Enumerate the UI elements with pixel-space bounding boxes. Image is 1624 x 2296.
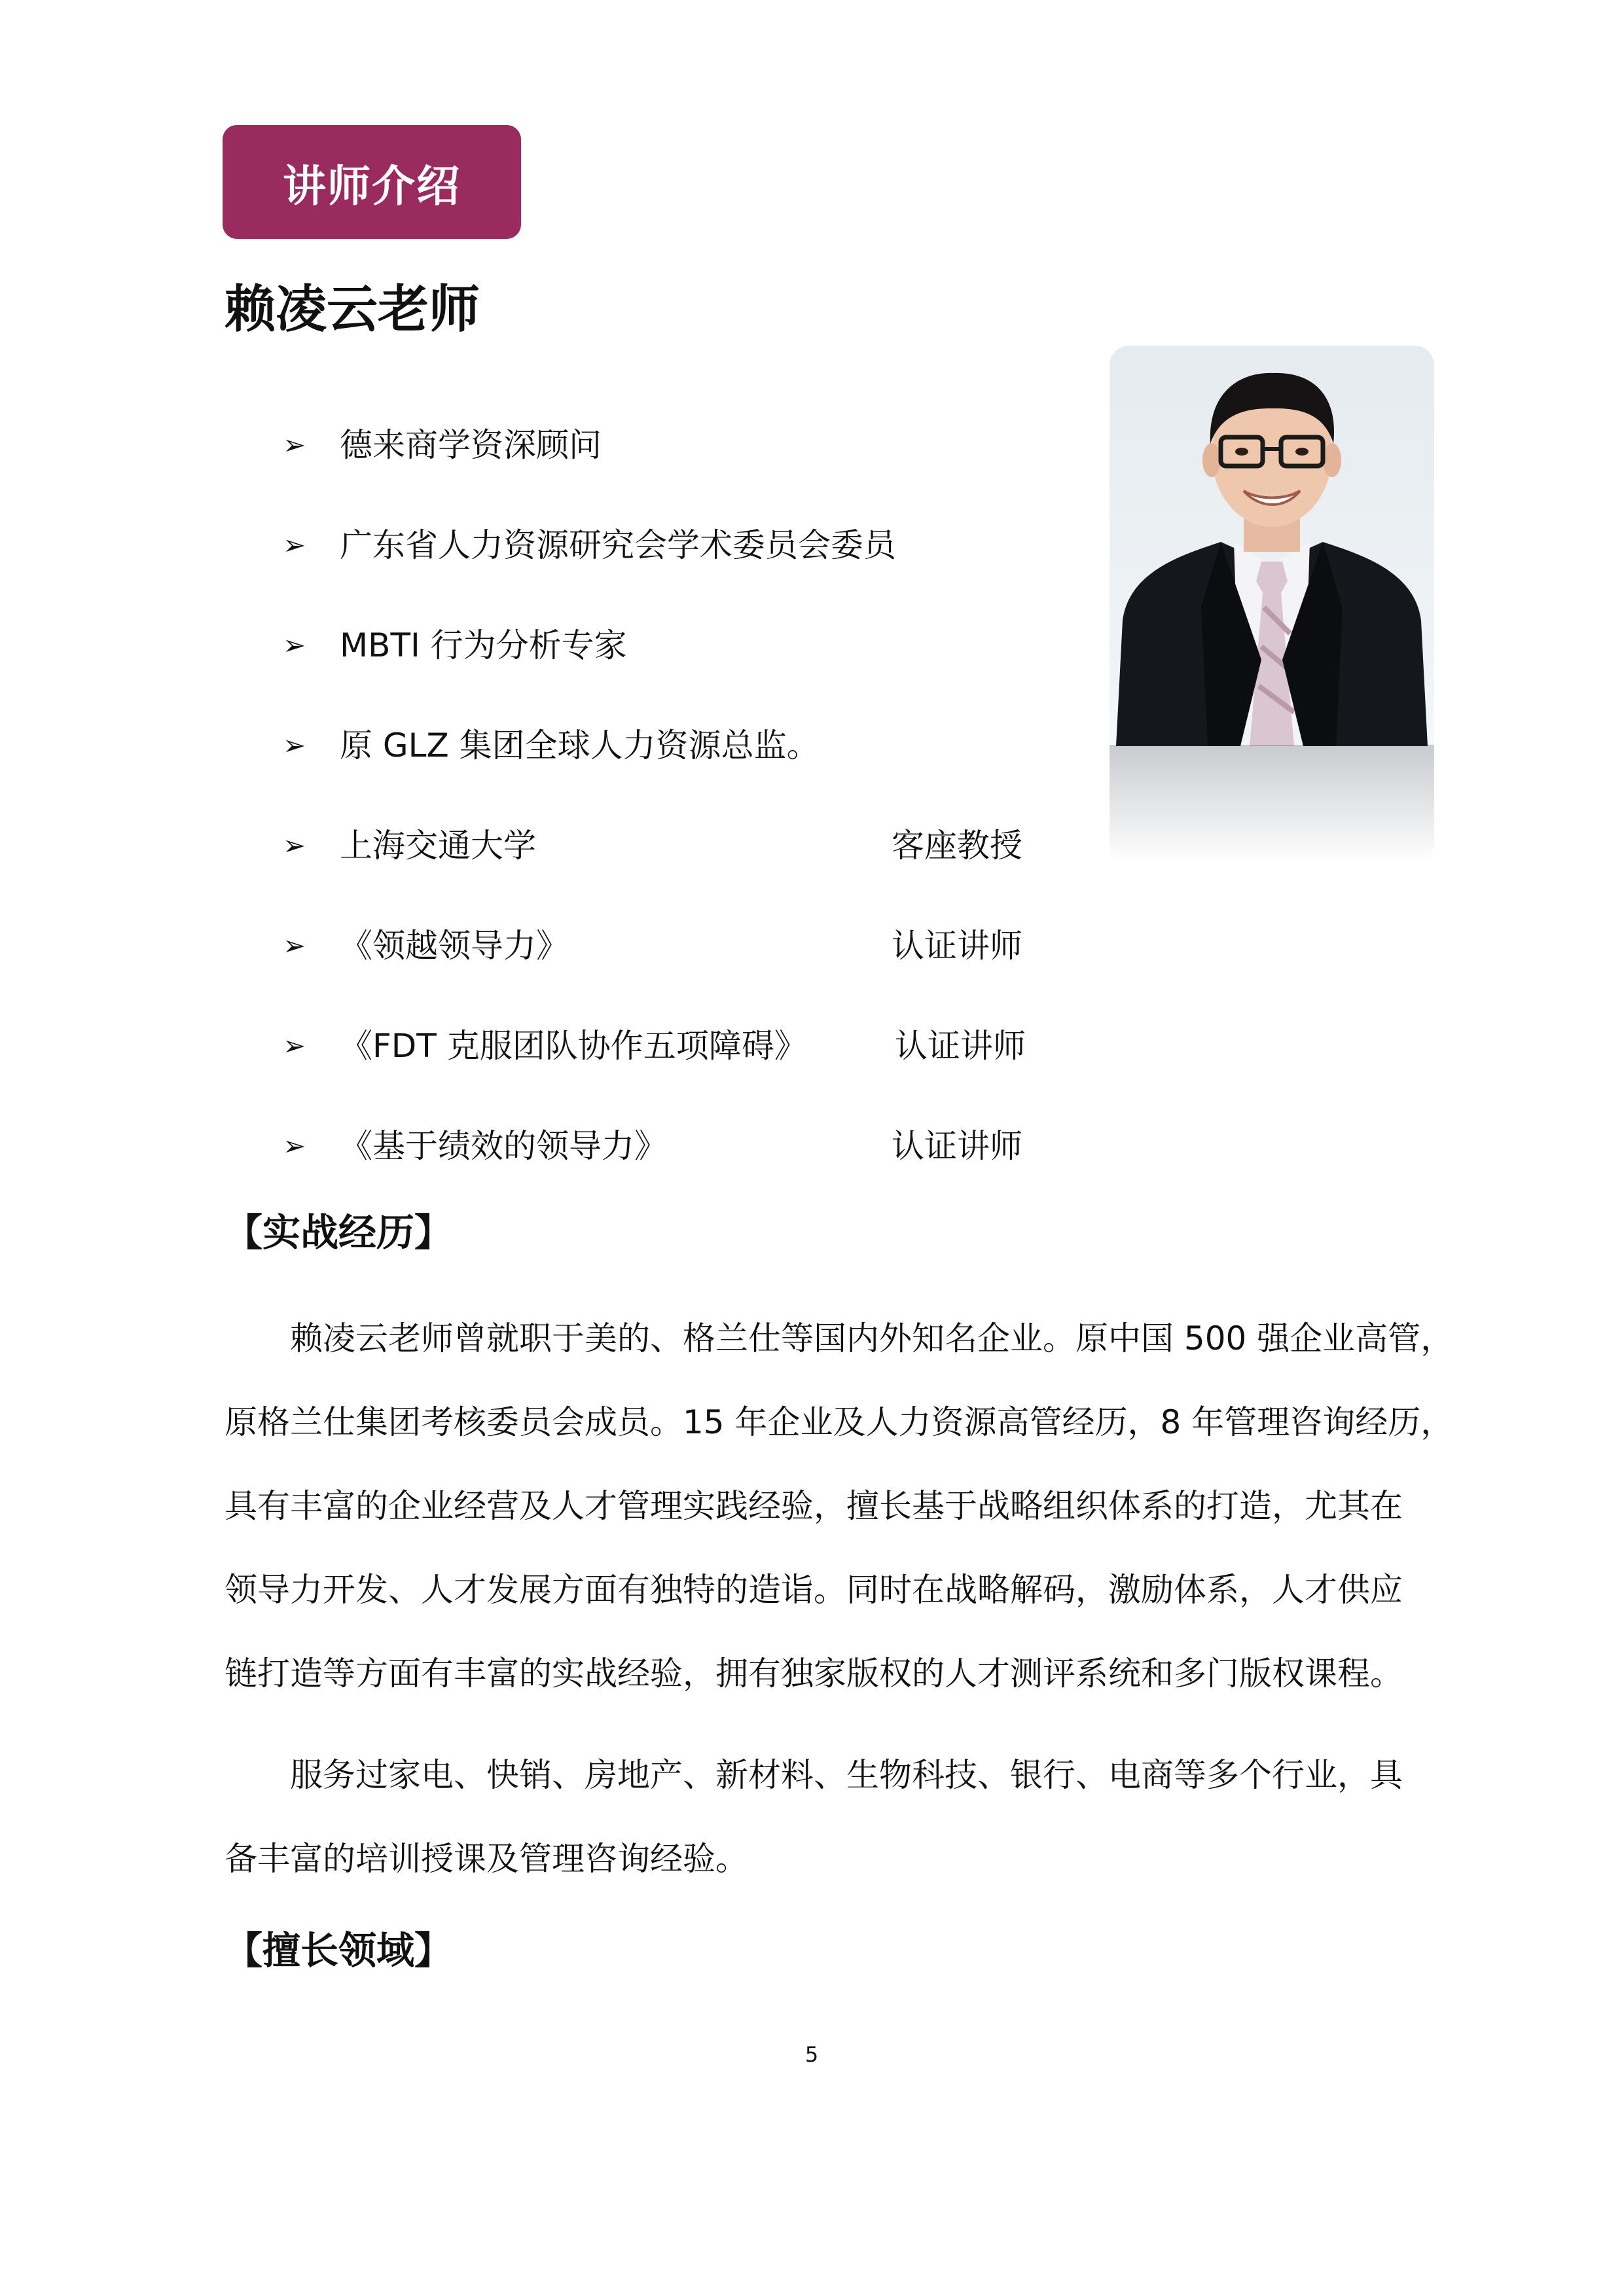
- paragraph-line: 原格兰仕集团考核委员会成员。15 年企业及人力资源高管经历，8 年管理咨询经历，: [225, 1403, 1454, 1441]
- paragraph-line: 服务过家电、快销、房地产、新材料、生物科技、银行、电商等多个行业，具: [290, 1756, 1403, 1794]
- credential-role: 认证讲师: [892, 1127, 1022, 1165]
- credential-role: 客座教授: [892, 827, 1022, 865]
- teacher-name: 赖凌云老师: [225, 280, 480, 339]
- credential-text: MBTI 行为分析专家: [340, 626, 627, 664]
- paragraph-line: 备丰富的培训授课及管理咨询经验。: [225, 1840, 748, 1878]
- list-item: [283, 723, 1134, 768]
- arrow-bullet-icon: ➢: [283, 729, 306, 761]
- paragraph-line: 具有丰富的企业经营及人才管理实践经验，擅长基于战略组织体系的打造，尤其在: [225, 1487, 1403, 1525]
- paragraph-line: 领导力开发、人才发展方面有独特的造诣。同时在战略解码，激励体系，人才供应: [225, 1571, 1403, 1609]
- list-item: [283, 422, 1134, 468]
- credential-text: 上海交通大学: [340, 827, 536, 865]
- arrow-bullet-icon: ➢: [283, 429, 306, 461]
- credential-text: 德来商学资深顾问: [340, 426, 602, 464]
- experience-heading: 【实战经历】: [225, 1210, 453, 1255]
- credential-role: 认证讲师: [892, 927, 1022, 965]
- arrow-bullet-icon: ➢: [283, 1130, 306, 1162]
- credential-text: 原 GLZ 集团全球人力资源总监。: [340, 726, 820, 764]
- credential-text: 广东省人力资源研究会学术委员会委员: [340, 526, 896, 564]
- arrow-bullet-icon: ➢: [283, 529, 306, 561]
- page-number: 5: [804, 2042, 819, 2067]
- photo-reflection: [1110, 745, 1434, 863]
- arrow-bullet-icon: ➢: [283, 929, 306, 961]
- list-item: [283, 923, 1134, 969]
- list-item: [283, 1123, 1134, 1169]
- list-item: [283, 823, 1134, 869]
- list-item: [283, 522, 1134, 568]
- arrow-bullet-icon: ➢: [283, 629, 306, 661]
- credential-text: 《领越领导力》: [340, 927, 569, 965]
- credential-role: 认证讲师: [895, 1027, 1026, 1065]
- expertise-heading: 【擅长领域】: [225, 1928, 453, 1973]
- list-item: [283, 622, 1134, 668]
- arrow-bullet-icon: ➢: [283, 829, 306, 861]
- credential-text: 《FDT 克服团队协作五项障碍》: [340, 1027, 807, 1065]
- teacher-photo: [1110, 346, 1434, 863]
- section-banner: 讲师介绍: [223, 125, 521, 239]
- list-item: [283, 1023, 1134, 1069]
- arrow-bullet-icon: ➢: [283, 1030, 306, 1062]
- paragraph-line: 链打造等方面有丰富的实战经验，拥有独家版权的人才测评系统和多门版权课程。: [225, 1655, 1403, 1693]
- paragraph-line: 赖凌云老师曾就职于美的、格兰仕等国内外知名企业。原中国 500 强企业高管，: [290, 1319, 1454, 1357]
- credential-text: 《基于绩效的领导力》: [340, 1127, 667, 1165]
